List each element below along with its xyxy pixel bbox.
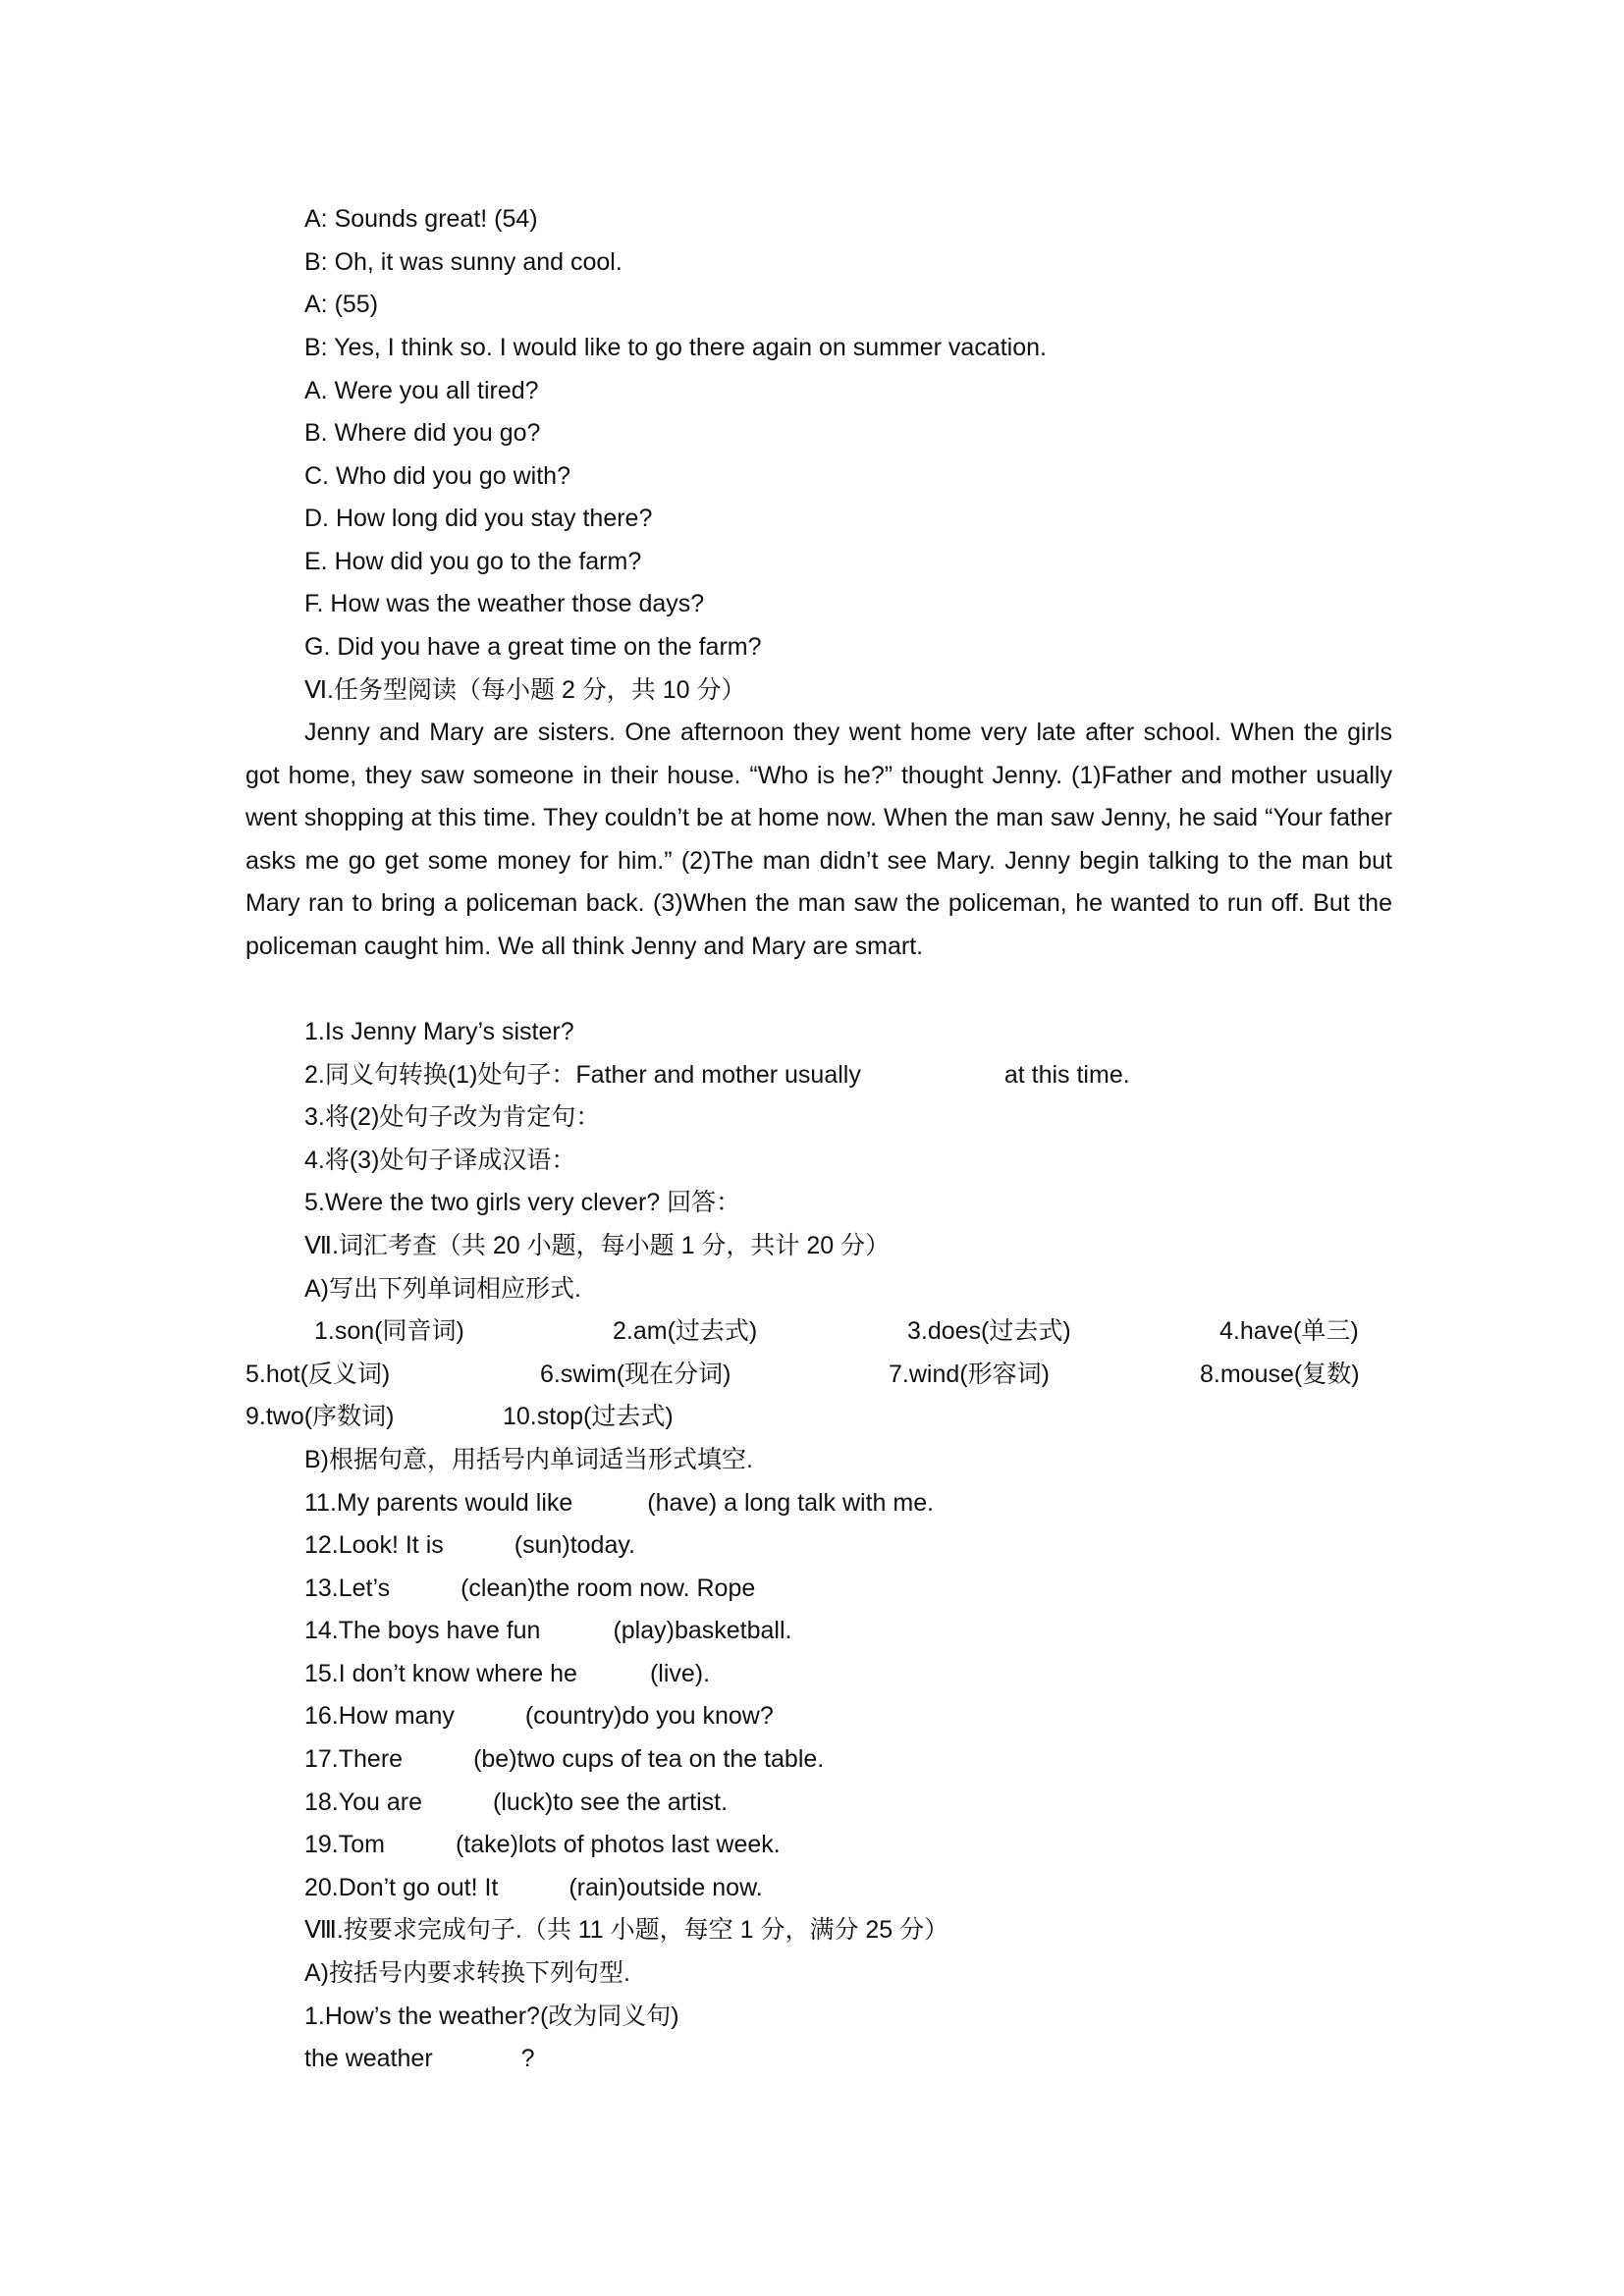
option-item: G. Did you have a great time on the farm? [304, 633, 762, 661]
fill-item-suffix: (rain)outside now. [568, 1874, 763, 1901]
word-item: 2.am(过去式) [613, 1317, 758, 1345]
word-item: 9.two(序数词) [245, 1403, 395, 1430]
dialogue-line: B: Yes, I think so. I would like to go there again on summer vacation. [304, 334, 1047, 361]
fill-item-prefix: 13.Let’s [304, 1575, 391, 1602]
fill-item [304, 1574, 755, 1603]
part-heading: B)根据句意，用括号内单词适当形式填空. [304, 1446, 753, 1473]
fill-item [304, 1830, 781, 1859]
fill-item-suffix: (country)do you know? [524, 1702, 774, 1730]
question: 4.将(3)处句子译成汉语： [304, 1147, 576, 1174]
dialogue-line: A: Sounds great! (54) [304, 205, 538, 233]
word-item: 10.stop(过去式) [503, 1403, 674, 1430]
fill-item-prefix: 17.There [304, 1745, 404, 1773]
fill-item [304, 1873, 763, 1902]
section-heading: Ⅵ.任务型阅读（每小题 2 分，共 10 分） [304, 676, 746, 704]
answer-part: ? [520, 2045, 535, 2072]
option-item: D. How long did you stay there? [304, 505, 653, 532]
option-item: E. How did you go to the farm? [304, 548, 642, 575]
fill-item [304, 1616, 791, 1645]
answer-line [304, 2044, 535, 2073]
word-item: 3.does(过去式) [907, 1317, 1071, 1345]
fill-item-suffix: (take)lots of photos last week. [455, 1831, 781, 1858]
fill-item-prefix: 15.I don’t know where he [304, 1660, 577, 1687]
question-part: 2.同义句转换(1)处句子：Father and mother usually [304, 1061, 861, 1089]
word-item: 7.wind(形容词) [889, 1361, 1050, 1388]
fill-item-prefix: 14.The boys have fun [304, 1617, 541, 1644]
word-item: 1.son(同音词) [314, 1317, 464, 1345]
fill-item-prefix: 16.How many [304, 1702, 455, 1730]
fill-item-suffix: (clean)the room now. Rope [460, 1575, 756, 1602]
question: 1.How’s the weather?(改为同义句) [304, 2002, 679, 2030]
word-item: 6.swim(现在分词) [540, 1361, 731, 1388]
fill-item-suffix: (sun)today. [514, 1531, 635, 1559]
fill-item [304, 1659, 710, 1688]
dialogue-line: B: Oh, it was sunny and cool. [304, 248, 623, 276]
word-item: 8.mouse(复数) [1200, 1361, 1360, 1388]
section-heading: Ⅷ.按要求完成句子.（共 11 小题，每空 1 分，满分 25 分） [304, 1916, 949, 1944]
part-heading: A)按括号内要求转换下列句型. [304, 1959, 630, 1987]
section-heading: Ⅶ.词汇考查（共 20 小题，每小题 1 分，共计 20 分） [304, 1232, 891, 1259]
fill-item-prefix: 11.My parents would like [304, 1489, 573, 1517]
part-heading: A)写出下列单词相应形式. [304, 1275, 581, 1303]
fill-item-suffix: (live). [649, 1660, 711, 1687]
word-item: 4.have(单三) [1219, 1317, 1359, 1345]
reading-passage: Jenny and Mary are sisters. One afternoon they went home very late after school. When the girls got home, they saw someone in their house. “Who is he?” thought Jenny. (1)Father and mother usually went shopping at this time. They couldn’t be at home now. When the man saw Jenny, he said “Your father asks me go get some money for him.” (2)The man didn’t see Mary. Jenny begin talking to the man but Mary ran to bring a policeman back. (3)When the man saw the policeman, he wanted to run off. But the policeman caught him. We all think Jenny and Mary are smart. [245, 719, 1392, 960]
fill-item-suffix: (be)two cups of tea on the table. [473, 1745, 825, 1773]
answer-part: the weather [304, 2045, 433, 2072]
option-item: A. Were you all tired? [304, 377, 539, 404]
question [304, 1060, 1130, 1090]
option-item: F. How was the weather those days? [304, 590, 705, 617]
question-part: at this time. [1003, 1061, 1130, 1089]
fill-item-prefix: 20.Don’t go out! It [304, 1874, 499, 1901]
fill-item-suffix: (luck)to see the artist. [493, 1789, 729, 1816]
question: 5.Were the two girls very clever? 回答： [304, 1189, 741, 1216]
question: 1.Is Jenny Mary’s sister? [304, 1018, 574, 1045]
question: 3.将(2)处句子改为肯定句： [304, 1103, 601, 1131]
fill-item [304, 1488, 934, 1518]
word-item: 5.hot(反义词) [245, 1361, 391, 1388]
fill-item-prefix: 19.Tom [304, 1831, 385, 1858]
fill-item [304, 1701, 774, 1731]
option-item: C. Who did you go with? [304, 462, 570, 490]
fill-item-suffix: (have) a long talk with me. [647, 1489, 935, 1517]
fill-item-prefix: 18.You are [304, 1789, 423, 1816]
fill-item [304, 1744, 824, 1774]
fill-item [304, 1530, 635, 1560]
fill-item-prefix: 12.Look! It is [304, 1531, 444, 1559]
option-item: B. Where did you go? [304, 419, 541, 447]
dialogue-line: A: (55) [304, 291, 379, 318]
fill-item-suffix: (play)basketball. [613, 1617, 792, 1644]
fill-item [304, 1788, 728, 1817]
